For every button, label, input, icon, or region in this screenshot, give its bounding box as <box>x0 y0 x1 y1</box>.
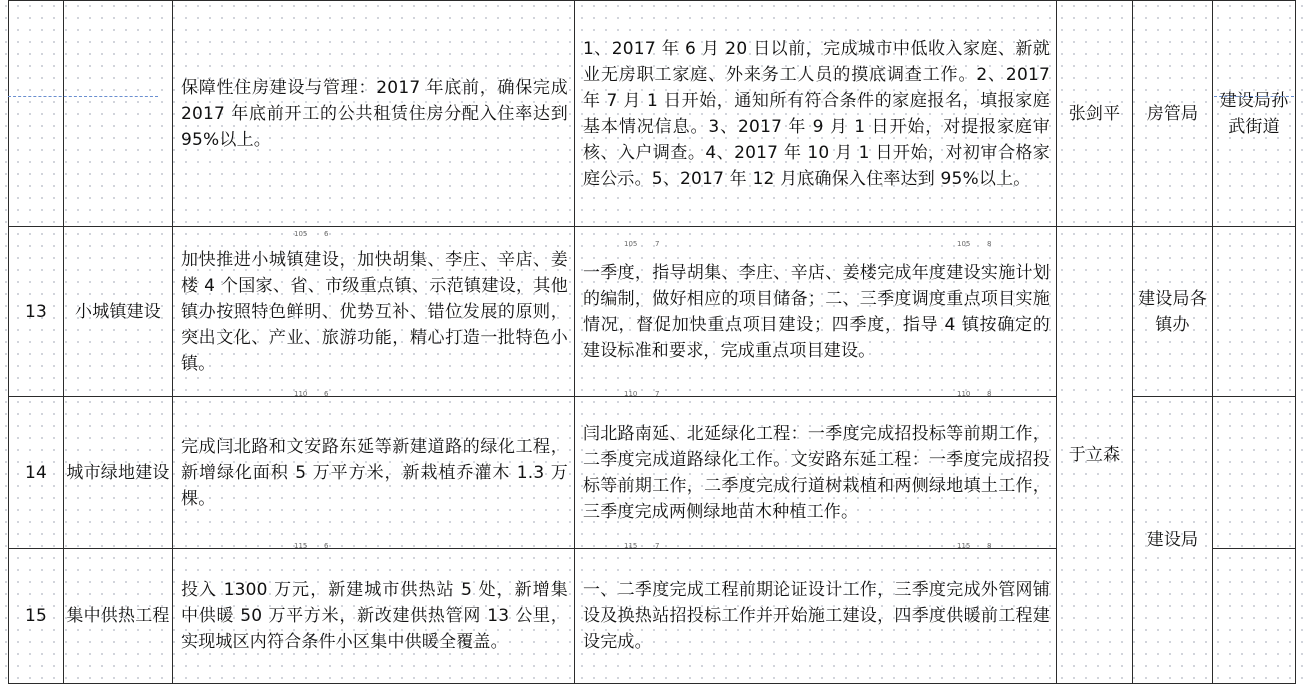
layout-marker: 8 <box>987 240 992 248</box>
layout-marker: 110 <box>294 390 308 398</box>
responsible-leader-cell: 于立森 <box>1057 227 1133 684</box>
responsible-leader-cell: 张剑平 <box>1057 1 1133 227</box>
work-plan-table <box>8 0 1296 684</box>
table-row <box>9 227 1296 397</box>
lead-unit-cell: 建设局 <box>1133 397 1213 684</box>
project-name-cell: 城市绿地建设 <box>64 397 173 549</box>
project-name-cell: 集中供热工程 <box>64 549 173 684</box>
implementation-plan-cell: 1、2017 年 6 月 20 日以前，完成城市中低收入家庭、新就业无房职工家庭、外来务工人员的摸底调查工作。2、2017 年 7 月 1 日开始，通知所有符合条件的家庭报名，填报家庭基本情况信息。3、2017 年 9 月 1 日开始，对提报家庭审核、入户调查。4、2017 年 10 月 1 日开始，对初审合格家庭公示。5、2017 年 12 月底确保入住率达到 95%以上。 <box>575 1 1057 227</box>
layout-marker: 110 <box>957 390 971 398</box>
table-row <box>9 1 1296 227</box>
layout-marker: 8 <box>987 542 992 550</box>
layout-marker: 7 <box>655 240 660 248</box>
layout-marker: 7 <box>655 390 660 398</box>
layout-marker: 7 <box>655 542 660 550</box>
row-number-cell: 15 <box>9 549 64 684</box>
layout-marker: 110 <box>624 390 638 398</box>
lead-unit-cell: 房管局 <box>1133 1 1213 227</box>
row-number-cell <box>9 1 64 227</box>
layout-marker: 105 <box>957 240 971 248</box>
guide-line <box>8 96 158 98</box>
implementation-plan-cell: 一、二季度完成工程前期论证设计工作，三季度完成外管网铺设及换热站招投标工作并开始施工建设，四季度供暖前工程建设完成。 <box>575 549 1057 684</box>
cooperating-unit-cell: 建设局孙武街道 <box>1213 1 1296 227</box>
task-goal-cell: 加快推进小城镇建设，加快胡集、李庄、辛店、姜楼 4 个国家、省、市级重点镇、示范镇建设，其他镇办按照特色鲜明、优势互补、错位发展的原则，突出文化、产业、旅游功能，精心打造一批特色小镇。 <box>173 227 575 397</box>
guide-line <box>1214 96 1294 98</box>
project-name-cell <box>64 1 173 227</box>
cooperating-unit-cell <box>1213 397 1296 549</box>
layout-marker: 115 <box>624 542 638 550</box>
cooperating-unit-cell <box>1213 227 1296 397</box>
task-goal-cell: 保障性住房建设与管理：2017 年底前，确保完成 2017 年底前开工的公共租赁住房分配入住率达到 95%以上。 <box>173 1 575 227</box>
project-name-cell: 小城镇建设 <box>64 227 173 397</box>
layout-marker: 105 <box>624 240 638 248</box>
implementation-plan-cell: 一季度，指导胡集、李庄、辛店、姜楼完成年度建设实施计划的编制，做好相应的项目储备；二、三季度调度重点项目实施情况，督促加快重点项目建设；四季度，指导 4 镇按确定的建设标准和要求，完成重点项目建设。 <box>575 227 1057 397</box>
row-number-cell: 13 <box>9 227 64 397</box>
task-goal-cell: 完成闫北路和文安路东延等新建道路的绿化工程，新增绿化面积 5 万平方米，新栽植乔灌木 1.3 万棵。 <box>173 397 575 549</box>
layout-marker: 6 <box>324 390 329 398</box>
row-number-cell: 14 <box>9 397 64 549</box>
task-goal-cell: 投入 1300 万元，新建城市供热站 5 处，新增集中供暖 50 万平方米，新改建供热管网 13 公里，实现城区内符合条件小区集中供暖全覆盖。 <box>173 549 575 684</box>
layout-marker: 115 <box>294 542 308 550</box>
layout-marker: 115 <box>957 542 971 550</box>
layout-marker: 6 <box>324 542 329 550</box>
layout-marker: 8 <box>987 390 992 398</box>
implementation-plan-cell: 闫北路南延、北延绿化工程：一季度完成招投标等前期工作，二季度完成道路绿化工作。文安路东延工程：一季度完成招投标等前期工作，二季度完成行道树栽植和两侧绿地填土工作，三季度完成两侧绿地苗木种植工作。 <box>575 397 1057 549</box>
lead-unit-cell: 建设局各镇办 <box>1133 227 1213 397</box>
layout-marker: 6 <box>324 230 329 238</box>
layout-marker: 105 <box>294 230 308 238</box>
cooperating-unit-cell <box>1213 549 1296 684</box>
